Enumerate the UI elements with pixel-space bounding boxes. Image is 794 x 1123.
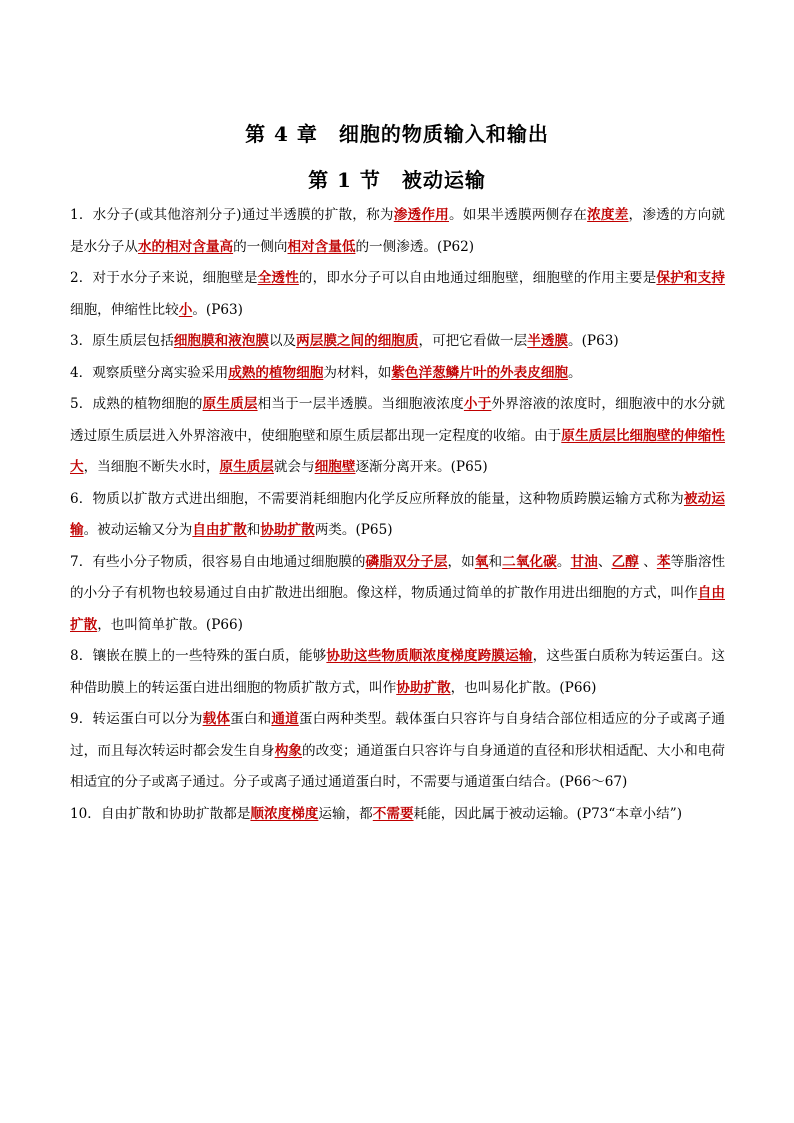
key-term: 协助扩散	[396, 679, 451, 696]
key-term: 细胞壁	[314, 459, 356, 475]
key-term: 半透膜	[527, 333, 569, 349]
knowledge-point	[70, 389, 725, 484]
point-text: 、	[638, 553, 657, 570]
point-text: 10．自由扩散和协助扩散都是	[70, 805, 251, 822]
key-term: 原生质层	[202, 396, 258, 412]
knowledge-point	[70, 358, 725, 390]
point-text: 。(P63)	[568, 333, 619, 349]
key-term: 细胞膜和液泡膜	[173, 333, 269, 349]
point-text: ，这些蛋白质称为转运蛋白。这种借助膜上的转运蛋白进出细胞的物质扩散方式，叫作	[70, 648, 725, 696]
key-term: 成熟的植物细胞	[228, 364, 324, 381]
point-text: ，也叫简单扩散。(P66)	[97, 616, 243, 633]
knowledge-point	[70, 704, 725, 799]
key-term: 氧	[474, 553, 489, 570]
knowledge-point	[70, 484, 725, 547]
point-text: 。如果半透膜两侧存在	[449, 207, 588, 223]
key-term: 小	[178, 301, 193, 318]
key-term: 自由扩散	[70, 585, 726, 633]
key-term: 磷脂双分子层	[365, 553, 448, 570]
point-text: 蛋白两种类型。载体蛋白只容许与自身结合部位相适应的分子或离子通过，而且每次转运时都会发生自身	[70, 711, 726, 759]
point-text: 就会与	[273, 459, 315, 475]
key-term: 苯	[656, 553, 671, 570]
knowledge-point	[70, 547, 725, 642]
chapter-title: 第 4 章 细胞的物质输入和输出	[245, 122, 549, 146]
point-text: 、	[597, 553, 612, 570]
key-term: 二氧化碳	[502, 553, 557, 570]
key-term: 顺浓度梯度	[250, 805, 319, 822]
point-text: 的，即水分子可以自由地通过细胞壁，细胞壁的作用主要是	[298, 270, 657, 286]
point-text: 。被动运输又分为	[83, 522, 193, 538]
point-text: 7．有些小分子物质，很容易自由地通过细胞膜的	[70, 553, 366, 570]
point-text: 等脂溶性的小分子有机物也较易通过自由扩散进出细胞。像这样，物质通过简单的扩散作用进出细胞的方式，叫作	[70, 553, 726, 601]
point-text: ，也叫易化扩散。(P66)	[450, 679, 597, 696]
point-text: 耗能，因此属于被动运输。(P73“本章小结”)	[413, 805, 682, 822]
point-text: 的改变；通道蛋白只容许与自身通道的直径和形状相适配、大小和电荷相适宜的分子或离子通过。分子或离子通过通道蛋白时，不需要与通道蛋白结合。(P66～67)	[70, 742, 725, 790]
key-term: 协助扩散	[260, 522, 315, 538]
point-text: 外界溶液的浓度时，细胞液中的水分就透过原生质层进入外界溶液中，使细胞壁和原生质层都出现一定程度的收缩。由于	[70, 396, 726, 444]
point-text: ，当细胞不断失水时，	[83, 459, 220, 475]
key-term: 两层膜之间的细胞质	[296, 333, 419, 349]
key-term: 乙醇	[611, 553, 639, 570]
knowledge-point-list	[70, 200, 725, 830]
knowledge-point	[70, 799, 725, 831]
point-text: ，如	[447, 553, 475, 570]
point-text: 9．转运蛋白可以分为	[70, 711, 203, 727]
point-text: 两类。(P65)	[314, 522, 393, 538]
point-text: 以及	[268, 333, 297, 349]
point-text: 和	[246, 522, 261, 538]
key-term: 保护和支持	[656, 270, 726, 286]
key-term: 全透性	[257, 270, 299, 286]
point-text: 5．成熟的植物细胞的	[70, 396, 203, 412]
knowledge-point	[70, 641, 725, 704]
knowledge-point	[70, 326, 725, 358]
key-term: 渗透作用	[393, 207, 449, 223]
key-term: 相对含量低	[287, 238, 356, 255]
key-term: 小于	[463, 396, 492, 412]
section-title: 第 1 节 被动运输	[308, 168, 486, 192]
point-text: 1．水分子(或其他溶剂分子)通过半透膜的扩散，称为	[70, 207, 394, 223]
point-text: 细胞，伸缩性比较	[70, 301, 179, 318]
key-term: 通道	[271, 711, 299, 727]
key-term: 协助这些物质顺浓度梯度跨膜运输	[326, 648, 533, 664]
point-text: 和	[488, 553, 503, 570]
knowledge-point	[70, 263, 725, 326]
key-term: 不需要	[372, 805, 414, 822]
point-text: 3．原生质层包括	[70, 333, 174, 349]
point-text: 的一侧渗透。(P62)	[355, 238, 475, 255]
key-term: 载体	[202, 711, 231, 727]
point-text: 逐渐分离开来。(P65)	[355, 459, 488, 475]
key-term: 紫色洋葱鳞片叶的外表皮细胞	[391, 364, 569, 381]
point-text: 6．物质以扩散方式进出细胞，不需要消耗细胞内化学反应所释放的能量，这种物质跨膜运输方式称为	[70, 490, 684, 507]
point-text: 运输，都	[318, 805, 373, 822]
point-text: 。	[568, 364, 582, 381]
point-text: 的一侧向	[233, 238, 288, 255]
key-term: 自由扩散	[192, 522, 247, 538]
point-text: 蛋白和	[230, 711, 272, 727]
point-text: 4．观察质壁分离实验采用	[70, 364, 229, 381]
key-term: 原生质层	[219, 459, 274, 475]
point-text: 。	[556, 553, 571, 570]
point-text: 2．对于水分子来说，细胞壁是	[70, 270, 258, 286]
key-term: 甘油	[570, 553, 598, 570]
point-text: ，可把它看做一层	[418, 333, 528, 349]
key-term: 被动运输	[70, 490, 726, 538]
point-text: 相当于一层半透膜。当细胞液浓度	[257, 396, 464, 412]
key-term: 浓度差	[587, 207, 629, 223]
knowledge-point	[70, 200, 725, 263]
point-text: 8．镶嵌在膜上的一些特殊的蛋白质，能够	[70, 648, 327, 664]
key-term: 构象	[274, 742, 302, 759]
point-text: ，渗透的方向就是水分子从	[70, 207, 726, 255]
key-term: 原生质层比细胞壁的伸缩性大	[70, 427, 726, 475]
point-text: 为材料，如	[323, 364, 392, 381]
key-term: 水的相对含量高	[137, 238, 234, 255]
point-text: 。(P63)	[192, 301, 243, 318]
